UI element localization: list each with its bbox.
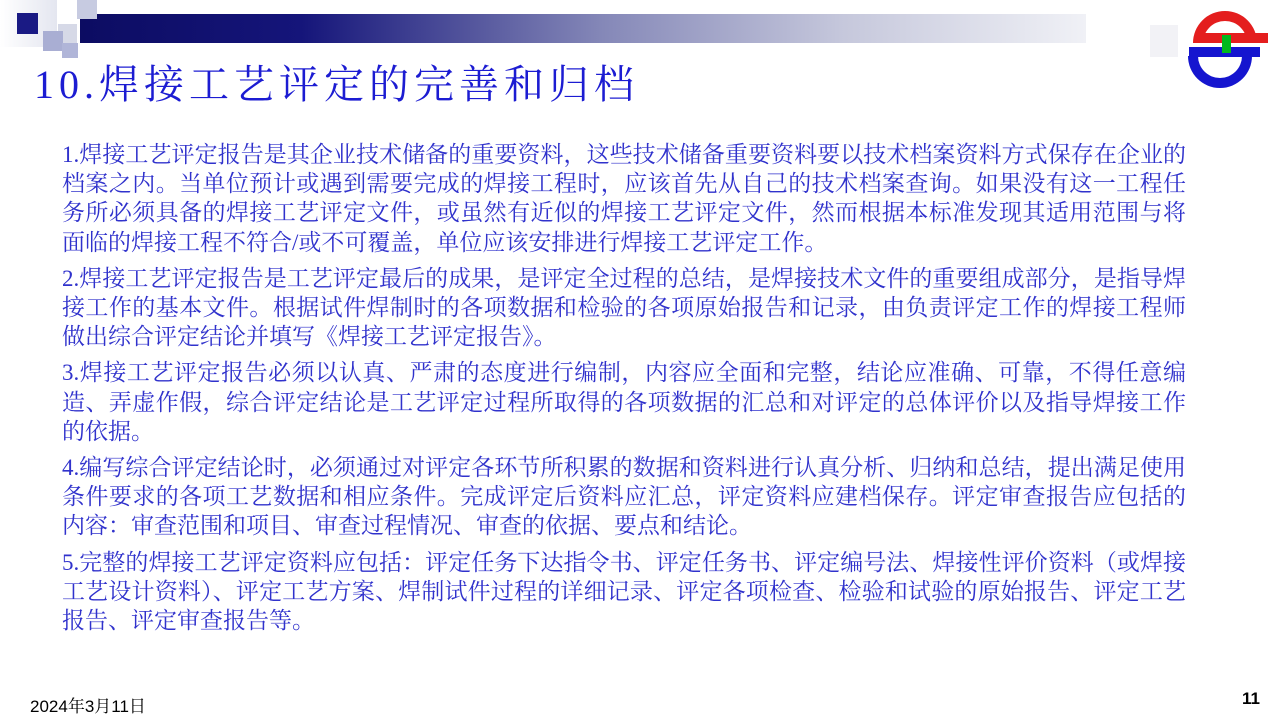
slide-title: 10.焊接工艺评定的完善和归档 (34, 62, 639, 107)
body-paragraph-4: 4.编写综合评定结论时，必须通过对评定各环节所积累的数据和资料进行认真分析、归纳和总结，提出满足使用条件要求的各项工艺数据和相应条件。完成评定后资料应汇总，评定资料应建档保存。评定审查报告应包括的内容：审查范围和项目、审查过程情况、审查的依据、要点和结论。 (62, 455, 1186, 539)
deco-square-right (1150, 25, 1178, 57)
body-paragraph-5: 5.完整的焊接工艺评定资料应包括：评定任务下达指令书、评定任务书、评定编号法、焊接性评价资料（或焊接工艺设计资料）、评定工艺方案、焊制试件过程的详细记录、评定各项检查、检验和试验的原始报告、评定工艺报告、评定审查报告等。 (62, 549, 1186, 634)
company-logo-icon (1186, 6, 1270, 90)
deco-square-top (77, 0, 97, 19)
header-bar (80, 14, 1086, 43)
page-number: 11 (1242, 689, 1260, 708)
deco-square-lavender (43, 31, 63, 51)
slide-body (62, 140, 1186, 642)
deco-square-low (62, 43, 78, 58)
body-paragraph-2: 2.焊接工艺评定报告是工艺评定最后的成果，是评定全过程的总结，是焊接技术文件的重要组成部分，是指导焊接工作的基本文件。根据试件焊制时的各项数据和检验的各项原始报告和记录，由负责评定工作的焊接工程师做出综合评定结论并填写《焊接工艺评定报告》。 (62, 265, 1186, 350)
body-paragraph-1: 1.焊接工艺评定报告是其企业技术储备的重要资料，这些技术储备重要资料要以技术档案资料方式保存在企业的档案之内。当单位预计或遇到需要完成的焊接工程时，应该首先从自己的技术档案查询。如果没有这一工程任务所必须具备的焊接工艺评定文件，或虽然有近似的焊接工艺评定文件，然而根据本标准发现其适用范围与将面临的焊接工程不符合/或不可覆盖，单位应该安排进行焊接工艺评定工作。 (62, 142, 1186, 255)
deco-square-navy (17, 13, 38, 34)
body-paragraph-3: 3.焊接工艺评定报告必须以认真、严肃的态度进行编制，内容应全面和完整，结论应准确、可靠，不得任意编造、弄虚作假，综合评定结论是工艺评定过程所取得的各项数据的汇总和对评定的总体评价以及指导焊接工作的依据。 (62, 360, 1186, 444)
footer-date: 2024年3月11日 (30, 697, 146, 716)
